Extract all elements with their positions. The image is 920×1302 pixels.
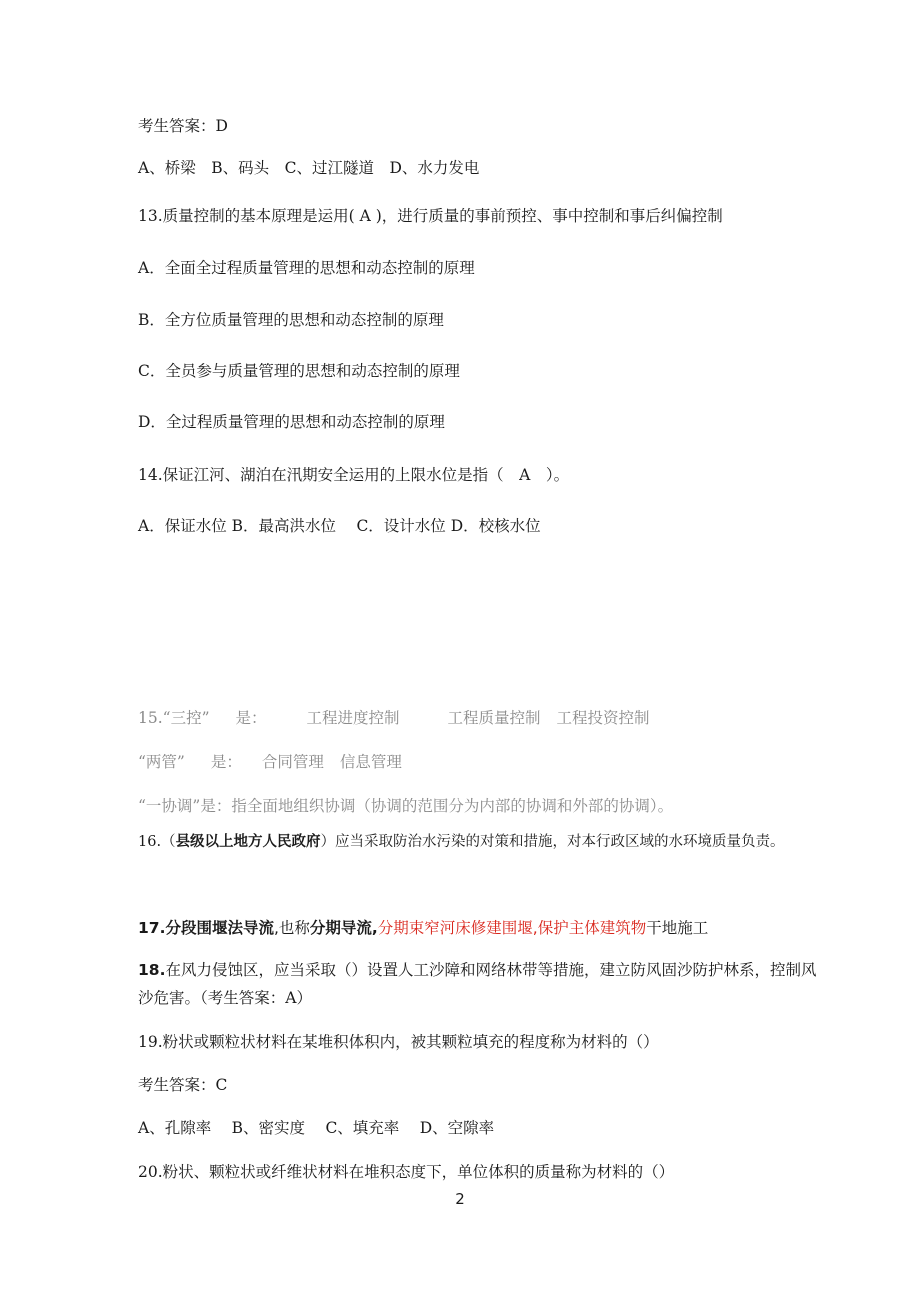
option-13-a: A．全面全过程质量管理的思想和动态控制的原理 [138,259,475,277]
q18-number: 18. [138,961,166,979]
option-13-b: B．全方位质量管理的思想和动态控制的原理 [138,311,444,329]
question-20: 20.粉状、颗粒状或纤维状材料在堆积态度下，单位体积的质量称为材料的（） [138,1163,675,1181]
q15-item-3: 工程投资控制 [556,709,650,727]
question-15-coordination: “一协调”是：指全面地组织协调（协调的范围分为内部的协调和外部的协调）。 [138,797,674,815]
question-14: 14.保证江河、湖泊在汛期安全运用的上限水位是指（ A ）。 [138,466,570,484]
q15b-item-1: 合同管理 [261,753,324,771]
q15b-item-2: 信息管理 [339,753,402,771]
answer-line-12: 考生答案：D [138,117,228,135]
q15b-is: 是： [210,753,242,771]
q17-red-text: 分期束窄河床修建围堰,保护主体建筑物 [377,919,647,937]
question-16 [138,832,785,852]
q17-bold-2: 分期导流, [309,919,378,937]
option-13-d: D．全过程质量管理的思想和动态控制的原理 [138,413,445,431]
q17-bold-1: 17.分段围堰法导流 [138,919,274,937]
q15-is: 是： [235,709,267,727]
q16-bold-term: 县级以上地方人民政府 [175,834,321,850]
option-13-c: C．全员参与质量管理的思想和动态控制的原理 [138,362,460,380]
q15-item-2: 工程质量控制 [447,709,541,727]
question-13: 13.质量控制的基本原理是运用( A )，进行质量的事前预控、事中控制和事后纠偏控制 [138,207,723,225]
question-15-two-managements [138,752,402,772]
q15b-label: “两管” [138,753,185,771]
q17-text-2: 干地施工 [646,919,709,937]
answer-19: 考生答案：C [138,1076,228,1094]
q16-suffix: ）应当采取防治水污染的对策和措施，对本行政区域的水环境质量负责。 [320,834,785,850]
options-14: A．保证水位 B．最高洪水位 C．设计水位 D．校核水位 [138,517,541,535]
question-18-line-2: 沙危害。（考生答案：A） [138,989,312,1007]
question-18-line-1 [138,960,816,980]
question-19: 19.粉状或颗粒状材料在某堆积体积内，被其颗粒填充的程度称为材料的（） [138,1033,659,1051]
question-15-three-controls [138,708,650,728]
options-line-12: A、桥梁 B、码头 C、过江隧道 D、水力发电 [138,159,480,177]
options-19: A、孔隙率 B、密实度 C、填充率 D、空隙率 [138,1119,495,1137]
q15-item-1: 工程进度控制 [306,709,400,727]
q17-text-1: ,也称 [273,919,310,937]
q15-label: 15.“三控” [138,709,210,727]
q16-prefix: 16.（ [138,834,176,850]
page-number: 2 [455,1190,465,1208]
q18-text-1: 在风力侵蚀区，应当采取（）设置人工沙障和网络林带等措施，建立防风固沙防护林系，控制风 [165,961,817,979]
question-17 [138,918,708,938]
